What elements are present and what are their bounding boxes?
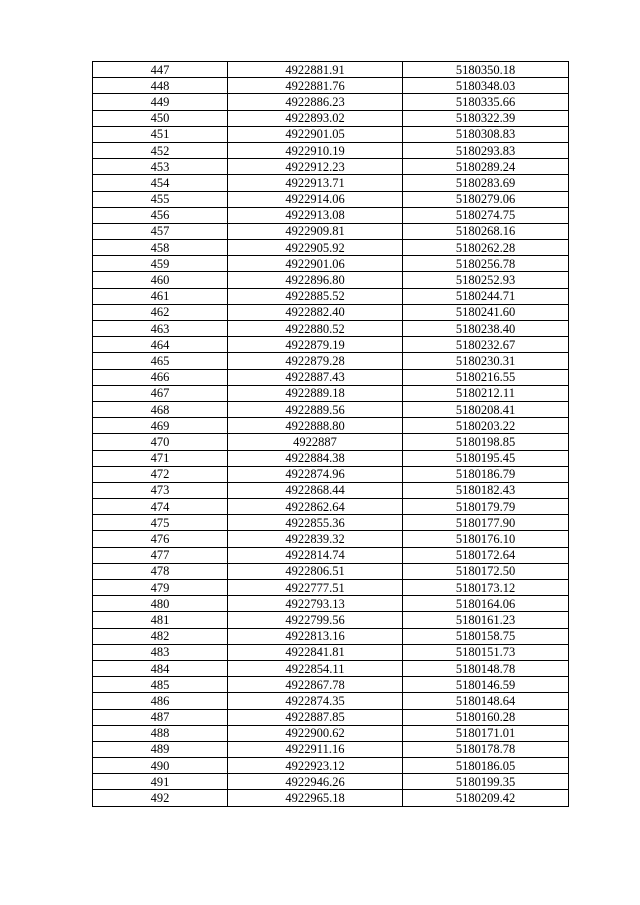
point-number-cell: 455 [93,191,228,207]
table-row [93,94,569,110]
y-coordinate-cell: 5180308.83 [403,126,569,142]
table-row [93,418,569,434]
point-number-cell: 465 [93,353,228,369]
table-row [93,62,569,78]
y-coordinate-cell: 5180230.31 [403,353,569,369]
x-coordinate-cell: 4922881.91 [228,62,403,78]
x-coordinate-cell: 4922882.40 [228,304,403,320]
table-row [93,693,569,709]
y-coordinate-cell: 5180244.71 [403,288,569,304]
y-coordinate-cell: 5180232.67 [403,337,569,353]
x-coordinate-cell: 4922879.19 [228,337,403,353]
table-row [93,126,569,142]
point-number-cell: 490 [93,758,228,774]
x-coordinate-cell: 4922913.08 [228,207,403,223]
table-row [93,563,569,579]
point-number-cell: 460 [93,272,228,288]
point-number-cell: 476 [93,531,228,547]
table-row [93,304,569,320]
point-number-cell: 471 [93,450,228,466]
table-row [93,660,569,676]
table-row [93,159,569,175]
table-row [93,644,569,660]
y-coordinate-cell: 5180293.83 [403,142,569,158]
y-coordinate-cell: 5180216.55 [403,369,569,385]
point-number-cell: 491 [93,774,228,790]
x-coordinate-cell: 4922914.06 [228,191,403,207]
table-row [93,499,569,515]
table-row [93,515,569,531]
table-row [93,240,569,256]
x-coordinate-cell: 4922880.52 [228,321,403,337]
point-number-cell: 483 [93,644,228,660]
table-row [93,774,569,790]
point-number-cell: 487 [93,709,228,725]
point-number-cell: 482 [93,628,228,644]
coordinates-table [92,61,569,807]
point-number-cell: 488 [93,725,228,741]
point-number-cell: 451 [93,126,228,142]
y-coordinate-cell: 5180268.16 [403,223,569,239]
table-row [93,191,569,207]
point-number-cell: 454 [93,175,228,191]
x-coordinate-cell: 4922893.02 [228,110,403,126]
x-coordinate-cell: 4922881.76 [228,78,403,94]
point-number-cell: 456 [93,207,228,223]
table-row [93,741,569,757]
table-row [93,547,569,563]
y-coordinate-cell: 5180161.23 [403,612,569,628]
x-coordinate-cell: 4922905.92 [228,240,403,256]
point-number-cell: 448 [93,78,228,94]
point-number-cell: 479 [93,580,228,596]
point-number-cell: 462 [93,304,228,320]
point-number-cell: 453 [93,159,228,175]
table-row [93,434,569,450]
point-number-cell: 485 [93,677,228,693]
x-coordinate-cell: 4922965.18 [228,790,403,806]
point-number-cell: 450 [93,110,228,126]
table-row [93,628,569,644]
x-coordinate-cell: 4922868.44 [228,482,403,498]
point-number-cell: 481 [93,612,228,628]
table-row [93,142,569,158]
table-row [93,288,569,304]
x-coordinate-cell: 4922887.43 [228,369,403,385]
y-coordinate-cell: 5180179.79 [403,499,569,515]
y-coordinate-cell: 5180322.39 [403,110,569,126]
x-coordinate-cell: 4922909.81 [228,223,403,239]
point-number-cell: 478 [93,563,228,579]
point-number-cell: 484 [93,660,228,676]
y-coordinate-cell: 5180158.75 [403,628,569,644]
table-row [93,531,569,547]
table-row [93,580,569,596]
table-row [93,790,569,806]
x-coordinate-cell: 4922841.81 [228,644,403,660]
x-coordinate-cell: 4922813.16 [228,628,403,644]
y-coordinate-cell: 5180160.28 [403,709,569,725]
point-number-cell: 474 [93,499,228,515]
point-number-cell: 464 [93,337,228,353]
x-coordinate-cell: 4922889.56 [228,401,403,417]
point-number-cell: 470 [93,434,228,450]
point-number-cell: 486 [93,693,228,709]
y-coordinate-cell: 5180256.78 [403,256,569,272]
y-coordinate-cell: 5180209.42 [403,790,569,806]
point-number-cell: 492 [93,790,228,806]
point-number-cell: 457 [93,223,228,239]
point-number-cell: 472 [93,466,228,482]
x-coordinate-cell: 4922900.62 [228,725,403,741]
y-coordinate-cell: 5180274.75 [403,207,569,223]
table-row [93,612,569,628]
x-coordinate-cell: 4922862.64 [228,499,403,515]
y-coordinate-cell: 5180199.35 [403,774,569,790]
y-coordinate-cell: 5180283.69 [403,175,569,191]
table-row [93,369,569,385]
x-coordinate-cell: 4922901.05 [228,126,403,142]
x-coordinate-cell: 4922806.51 [228,563,403,579]
y-coordinate-cell: 5180279.06 [403,191,569,207]
table-row [93,272,569,288]
y-coordinate-cell: 5180195.45 [403,450,569,466]
x-coordinate-cell: 4922887 [228,434,403,450]
x-coordinate-cell: 4922887.85 [228,709,403,725]
table-row [93,758,569,774]
x-coordinate-cell: 4922901.06 [228,256,403,272]
table-row [93,78,569,94]
y-coordinate-cell: 5180171.01 [403,725,569,741]
x-coordinate-cell: 4922896.80 [228,272,403,288]
y-coordinate-cell: 5180148.64 [403,693,569,709]
y-coordinate-cell: 5180164.06 [403,596,569,612]
y-coordinate-cell: 5180172.64 [403,547,569,563]
x-coordinate-cell: 4922874.96 [228,466,403,482]
table-row [93,321,569,337]
point-number-cell: 480 [93,596,228,612]
table-row [93,337,569,353]
x-coordinate-cell: 4922874.35 [228,693,403,709]
y-coordinate-cell: 5180148.78 [403,660,569,676]
table-row [93,709,569,725]
table-row [93,677,569,693]
x-coordinate-cell: 4922910.19 [228,142,403,158]
point-number-cell: 458 [93,240,228,256]
point-number-cell: 459 [93,256,228,272]
table-row [93,353,569,369]
table-row [93,223,569,239]
y-coordinate-cell: 5180208.41 [403,401,569,417]
point-number-cell: 477 [93,547,228,563]
point-number-cell: 461 [93,288,228,304]
y-coordinate-cell: 5180335.66 [403,94,569,110]
y-coordinate-cell: 5180350.18 [403,62,569,78]
x-coordinate-cell: 4922855.36 [228,515,403,531]
table-row [93,466,569,482]
table-row [93,596,569,612]
x-coordinate-cell: 4922777.51 [228,580,403,596]
y-coordinate-cell: 5180176.10 [403,531,569,547]
y-coordinate-cell: 5180177.90 [403,515,569,531]
y-coordinate-cell: 5180178.78 [403,741,569,757]
x-coordinate-cell: 4922889.18 [228,385,403,401]
y-coordinate-cell: 5180212.11 [403,385,569,401]
point-number-cell: 469 [93,418,228,434]
x-coordinate-cell: 4922867.78 [228,677,403,693]
point-number-cell: 467 [93,385,228,401]
point-number-cell: 452 [93,142,228,158]
x-coordinate-cell: 4922814.74 [228,547,403,563]
x-coordinate-cell: 4922946.26 [228,774,403,790]
point-number-cell: 449 [93,94,228,110]
x-coordinate-cell: 4922884.38 [228,450,403,466]
y-coordinate-cell: 5180252.93 [403,272,569,288]
x-coordinate-cell: 4922888.80 [228,418,403,434]
table-row [93,401,569,417]
y-coordinate-cell: 5180182.43 [403,482,569,498]
x-coordinate-cell: 4922913.71 [228,175,403,191]
y-coordinate-cell: 5180186.79 [403,466,569,482]
table-row [93,385,569,401]
y-coordinate-cell: 5180173.12 [403,580,569,596]
y-coordinate-cell: 5180238.40 [403,321,569,337]
point-number-cell: 473 [93,482,228,498]
y-coordinate-cell: 5180241.60 [403,304,569,320]
x-coordinate-cell: 4922793.13 [228,596,403,612]
y-coordinate-cell: 5180289.24 [403,159,569,175]
point-number-cell: 475 [93,515,228,531]
point-number-cell: 489 [93,741,228,757]
table-row [93,450,569,466]
point-number-cell: 468 [93,401,228,417]
x-coordinate-cell: 4922799.56 [228,612,403,628]
table-row [93,175,569,191]
x-coordinate-cell: 4922854.11 [228,660,403,676]
x-coordinate-cell: 4922886.23 [228,94,403,110]
table-row [93,110,569,126]
x-coordinate-cell: 4922911.16 [228,741,403,757]
point-number-cell: 463 [93,321,228,337]
y-coordinate-cell: 5180198.85 [403,434,569,450]
coordinates-table-body [93,62,569,807]
x-coordinate-cell: 4922912.23 [228,159,403,175]
x-coordinate-cell: 4922879.28 [228,353,403,369]
y-coordinate-cell: 5180348.03 [403,78,569,94]
y-coordinate-cell: 5180203.22 [403,418,569,434]
x-coordinate-cell: 4922885.52 [228,288,403,304]
table-row [93,207,569,223]
point-number-cell: 466 [93,369,228,385]
y-coordinate-cell: 5180146.59 [403,677,569,693]
y-coordinate-cell: 5180172.50 [403,563,569,579]
x-coordinate-cell: 4922839.32 [228,531,403,547]
x-coordinate-cell: 4922923.12 [228,758,403,774]
y-coordinate-cell: 5180262.28 [403,240,569,256]
point-number-cell: 447 [93,62,228,78]
table-row [93,725,569,741]
y-coordinate-cell: 5180186.05 [403,758,569,774]
table-row [93,482,569,498]
y-coordinate-cell: 5180151.73 [403,644,569,660]
table-row [93,256,569,272]
